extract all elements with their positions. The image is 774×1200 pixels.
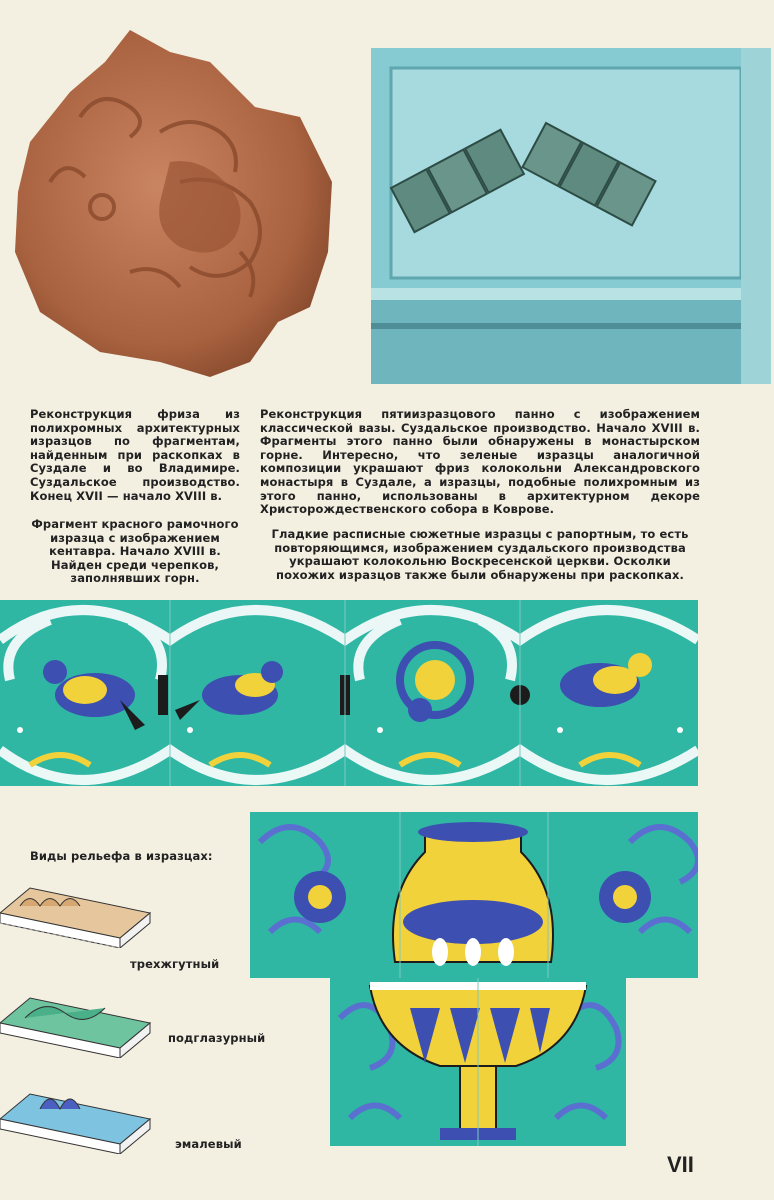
page-number: VII xyxy=(667,1152,694,1177)
relief-diagram-triple xyxy=(0,878,160,948)
relief-diagram-enamel xyxy=(0,1084,160,1154)
frieze-tiles-strip xyxy=(0,600,698,786)
vase-panel-photo-bottom xyxy=(330,978,626,1146)
relief-diagram-underglaze xyxy=(0,988,160,1058)
red-tile-fragment-photo xyxy=(10,22,340,380)
wall-panel-photo xyxy=(371,48,771,384)
caption-smooth-tiles: Гладкие расписные сюжетные изразцы с рапортным, то есть повторяющимся, изображением суздальского производства украшают колокольню Воскресенской церкви. Осколки похожих изразцов также были обнаружены при раскопках. xyxy=(271,527,689,582)
relief-label-underglaze: подглазурный xyxy=(168,1031,266,1045)
relief-label-triple: трехжгутный xyxy=(130,957,220,971)
relief-label-enamel: эмалевый xyxy=(175,1137,242,1151)
caption-red-tile-fragment: Фрагмент красного рамочного изразца с изображением кентавра. Начало XVIII в. Найден среди черепков, заполнявших горн. xyxy=(31,517,239,586)
caption-panel-reconstruction: Реконструкция пятиизразцового панно с изображением классической вазы. Суздальское производство. Начало XVIII в. Фрагменты этого панно были обнаружены в монастырском горне. Интересно, что зеленые изразцы аналогичной композиции украшают фриз колокольни Александровского монастыря в Суздале, а изразцы, подобные полихромным из этого панно, использованы в архитектурном декоре Христорождественского собора в Коврове. xyxy=(260,407,700,517)
vase-panel-photo-top xyxy=(250,812,698,978)
relief-heading: Виды рельефа в изразцах: xyxy=(30,849,213,863)
caption-frieze-reconstruction: Реконструкция фриза из полихромных архитектурных изразцов по фрагментам, найденным при раскопках в Суздале и во Владимире. Суздальское производство. Конец XVII — начало XVIII в. xyxy=(30,407,240,503)
